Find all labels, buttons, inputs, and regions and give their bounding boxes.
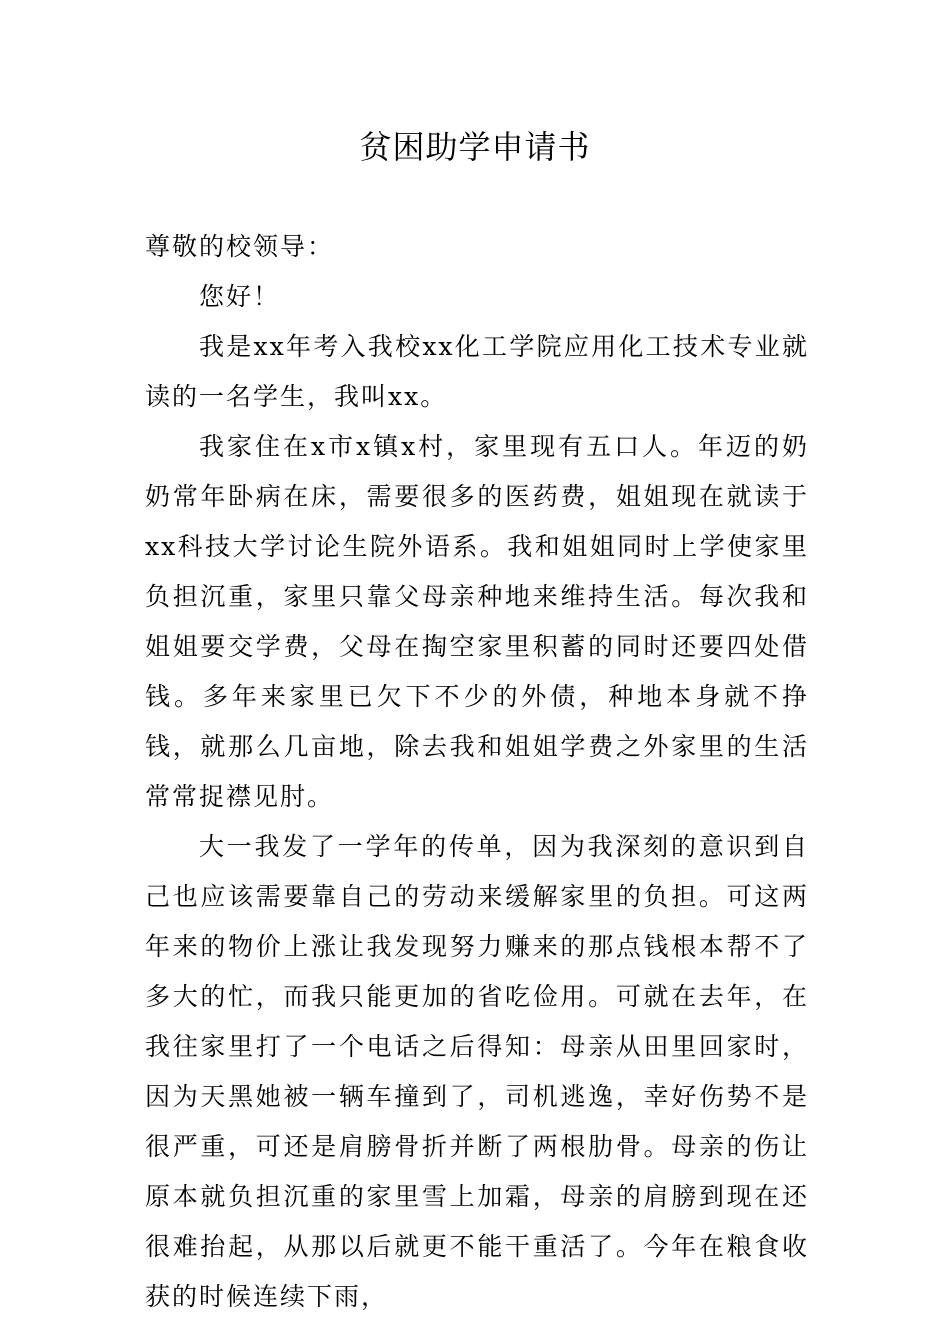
paragraph-greeting: 您好！ [199, 282, 281, 311]
paragraph-family-situation: 我家住在x市x镇x村，家里现有五口人。年迈的奶奶常年卧病在床，需要很多的医药费，姐姐现在就读于xx科技大学讨论生院外语系。我和姐姐同时上学使家里负担沉重，家里只靠父母亲种地来维持生活。每次我和姐姐要交学费，父母在掏空家里积蓄的同时还要四处借钱。多年来家里已欠下不少的外债，种地本身就不挣钱，就那么几亩地，除去我和姐姐学费之外家里的生活常常捉襟见肘。 [145, 432, 809, 811]
paragraph-introduction: 我是xx年考入我校xx化工学院应用化工技术专业就读的一名学生，我叫xx。 [145, 332, 809, 411]
document-title: 贫困助学申请书 [359, 128, 591, 166]
document-body [145, 222, 809, 1322]
salutation: 尊敬的校领导： [145, 232, 335, 261]
paragraph-hardship: 大一我发了一学年的传单，因为我深刻的意识到自己也应该需要靠自己的劳动来缓解家里的负担。可这两年来的物价上涨让我发现努力赚来的那点钱根本帮不了多大的忙，而我只能更加的省吃俭用。可就在去年，在我往家里打了一个电话之后得知：母亲从田里回家时，因为天黑她被一辆车撞到了，司机逃逸，幸好伤势不是很严重，可还是肩膀骨折并断了两根肋骨。母亲的伤让原本就负担沉重的家里雪上加霜，母亲的肩膀到现在还很难抬起，从那以后就更不能干重活了。今年在粮食收获的时候连续下雨， [145, 832, 809, 1311]
